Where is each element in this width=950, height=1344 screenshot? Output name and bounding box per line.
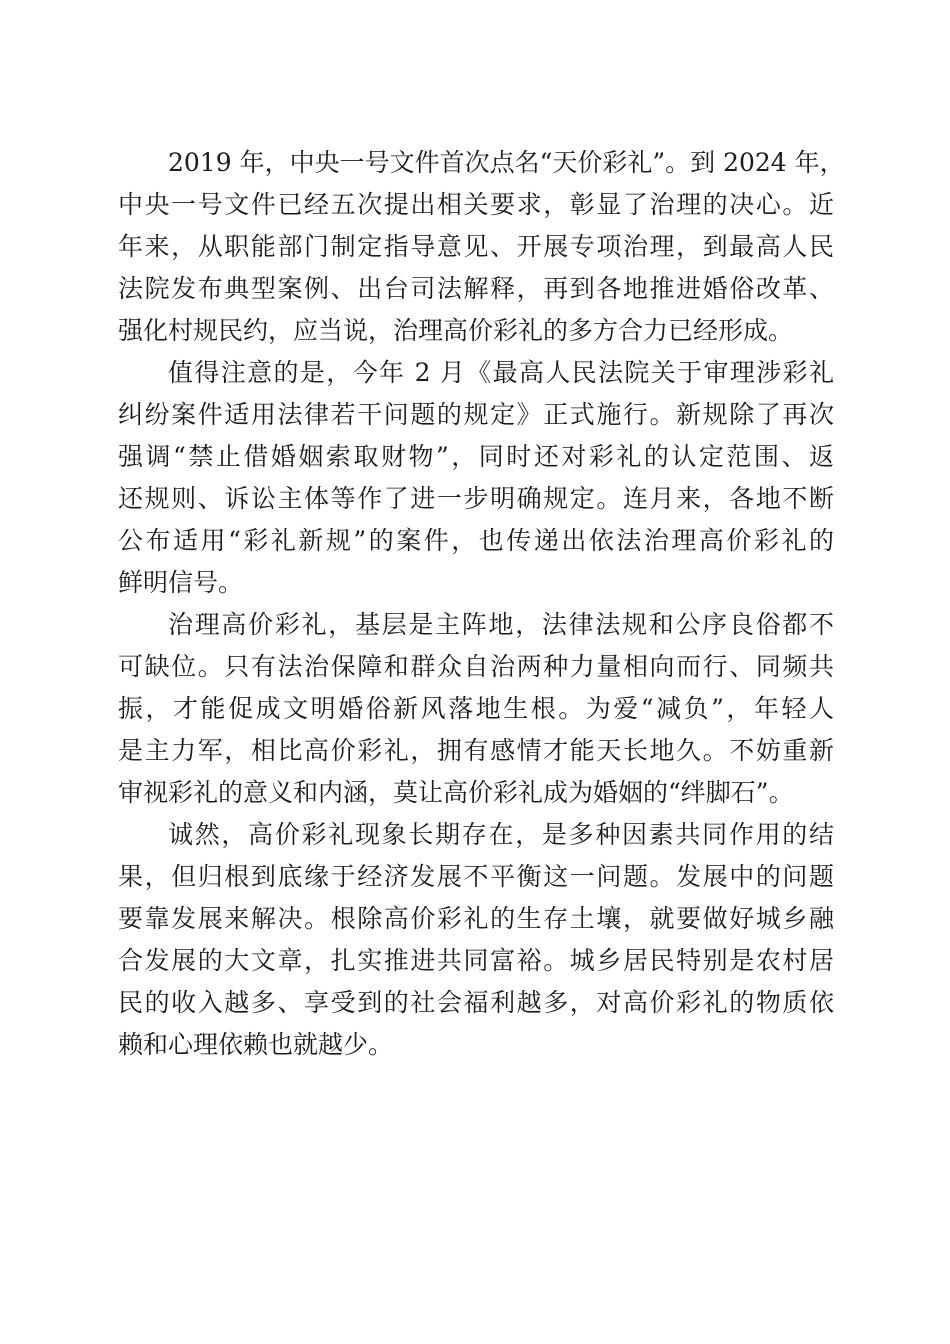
text-line: 要靠发展来解决。根除高价彩礼的生存土壤，就要做好城乡融: [118, 904, 834, 933]
text-line: 2019 年，中央一号文件首次点名“天价彩礼”。到 2024 年，: [168, 148, 845, 177]
text-line: 果，但归根到底缘于经济发展不平衡这一问题。发展中的问题: [118, 862, 834, 891]
text-line: 是主力军，相比高价彩礼，拥有感情才能天长地久。不妨重新: [118, 736, 834, 765]
text-line: 还规则、诉讼主体等作了进一步明确规定。连月来，各地不断: [118, 484, 834, 513]
text-line: 强调“禁止借婚姻索取财物”，同时还对彩礼的认定范围、返: [118, 442, 834, 471]
text-line: 强化村规民约，应当说，治理高价彩礼的多方合力已经形成。: [118, 316, 794, 345]
text-line: 鲜明信号。: [118, 568, 244, 597]
text-line: 公布适用“彩礼新规”的案件，也传递出依法治理高价彩礼的: [118, 526, 834, 555]
paragraph-3: [118, 604, 834, 814]
text-line: 年来，从职能部门制定指导意见、开展专项治理，到最高人民: [118, 232, 834, 261]
text-line: 治理高价彩礼，基层是主阵地，法律法规和公序良俗都不: [168, 610, 834, 639]
paragraph-1: [118, 142, 845, 352]
document-body: [118, 142, 845, 1066]
text-line: 民的收入越多、享受到的社会福利越多，对高价彩礼的物质依: [118, 988, 834, 1017]
text-line: 审视彩礼的意义和内涵，莫让高价彩礼成为婚姻的“绊脚石”。: [118, 778, 794, 807]
text-line: 振，才能促成文明婚俗新风落地生根。为爱“减负”，年轻人: [118, 694, 834, 723]
paragraph-2: [118, 352, 834, 604]
text-line: 诚然，高价彩礼现象长期存在，是多种因素共同作用的结: [168, 820, 834, 849]
paragraph-4: [118, 814, 834, 1066]
text-line: 中央一号文件已经五次提出相关要求，彰显了治理的决心。近: [118, 190, 834, 219]
text-line: 值得注意的是，今年 2 月《最高人民法院关于审理涉彩礼: [168, 358, 834, 387]
text-line: 法院发布典型案例、出台司法解释，再到各地推进婚俗改革、: [118, 274, 834, 303]
text-line: 赖和心理依赖也就越少。: [118, 1030, 394, 1059]
text-line: 纠纷案件适用法律若干问题的规定》正式施行。新规除了再次: [118, 400, 834, 429]
text-line: 合发展的大文章，扎实推进共同富裕。城乡居民特别是农村居: [118, 946, 834, 975]
text-line: 可缺位。只有法治保障和群众自治两种力量相向而行、同频共: [118, 652, 834, 681]
